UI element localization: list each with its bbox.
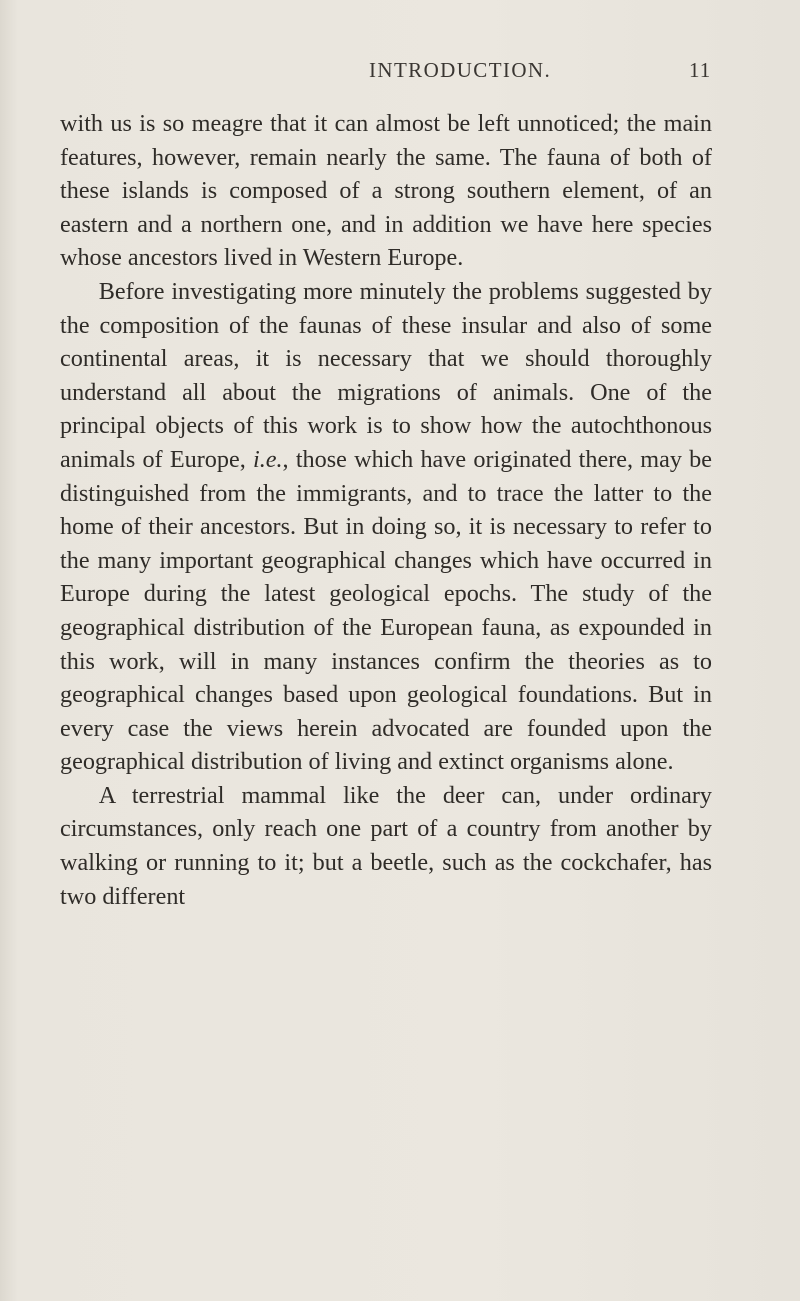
paragraph-3: A terrestrial mammal like the deer can, under ordinary circumstances, only reach one part of a country from another by walking or running to it; but a beetle, such as the cockchafer, has two different bbox=[60, 781, 712, 910]
paragraph-2-italic: i.e. bbox=[252, 445, 283, 473]
paragraph-1: with us is so meagre that it can almost be left unnoticed; the main features, however, remain nearly the same. The fauna of both of these islands is composed of a strong southern element, of an eastern and a northern one, and in addition we have here species whose ancestors lived in Western Europe. bbox=[60, 110, 712, 272]
paragraph-2-part-1: Before investigating more minutely the problems suggested by the composition of the faunas of these insular and also of some continental areas, it is necessary that we should thoroughly understand all about the migrations of animals. One of the principal objects of this work is to show how the autochthonous animals of Europe, bbox=[60, 277, 712, 473]
chapter-title: INTRODUCTION. bbox=[369, 58, 552, 82]
paragraph-2 bbox=[60, 275, 712, 779]
paragraph-2-part-2: , those which have originated there, may be distinguished from the immigrants, and to trace the latter to the home of their ancestors. But in doing so, it is necessary to refer to the many important geographical changes which have occurred in Europe during the latest geological epochs. The study of the geographical distribution of the European fauna, as expounded in this work, will in many instances confirm the theories as to geographical changes based upon geological foundations. But in every case the views herein advocated are founded upon the geographical distribution of living and extinct organisms alone. bbox=[60, 445, 712, 776]
page-number: 11 bbox=[689, 58, 712, 82]
body-text bbox=[60, 107, 712, 913]
running-head bbox=[0, 58, 800, 90]
